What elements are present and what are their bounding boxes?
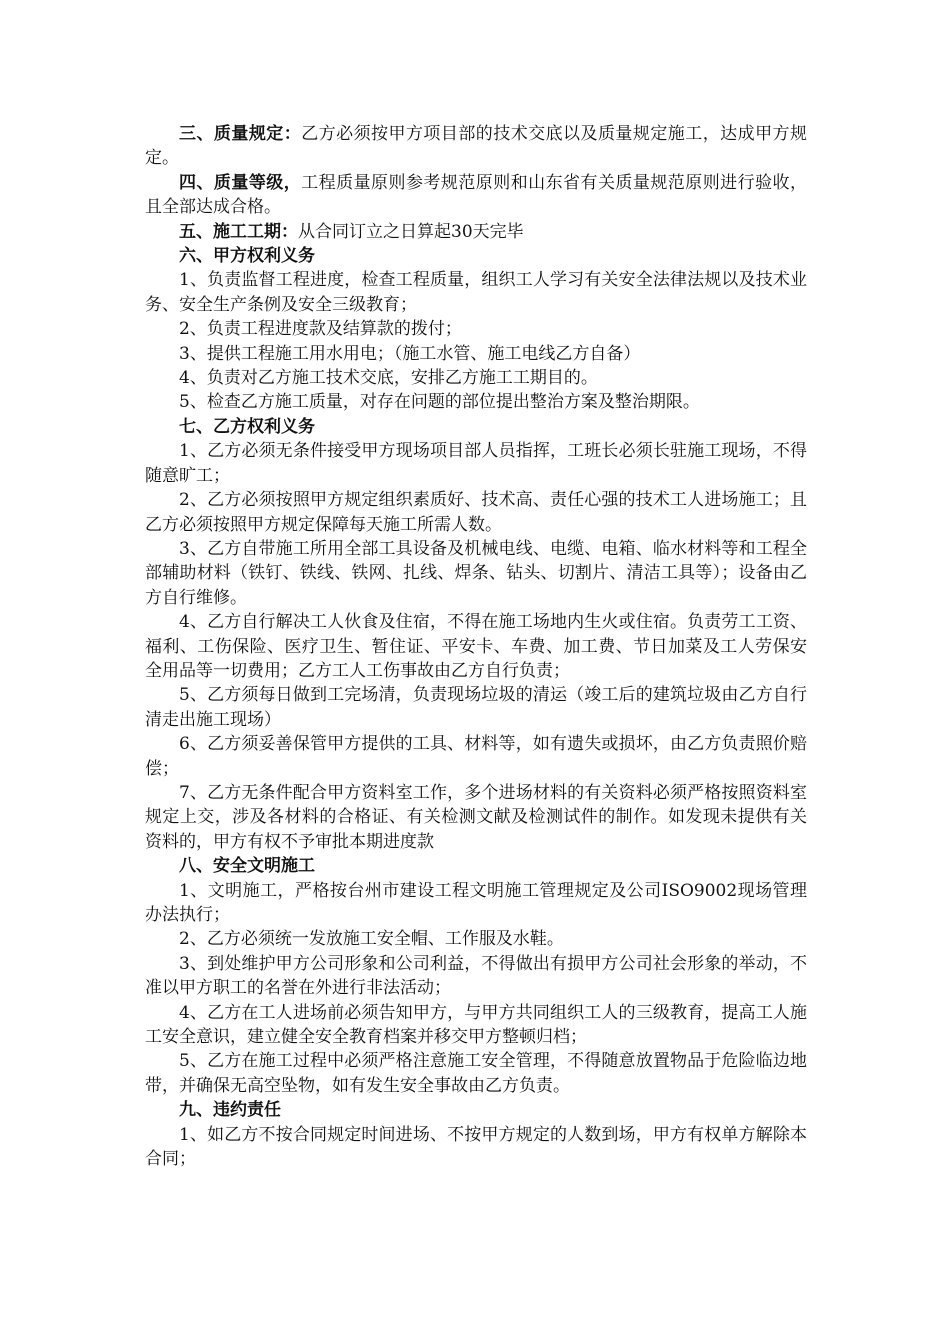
safety-item-2: 2、乙方必须统一发放施工安全帽、工作服及水鞋。	[179, 929, 564, 950]
party-a-duties-heading: 六、甲方权利义务	[179, 246, 315, 267]
party-a-duty-5: 5、检查乙方施工质量，对存在问题的部位提出整治方案及整治期限。	[179, 392, 700, 413]
quality-grade-paragraph	[145, 171, 807, 220]
party-b-duty-7: 7、乙方无条件配合甲方资料室工作，多个进场材料的有关资料必须严格按照资料室规定上交，涉及各材料的合格证、有关检测文献及检测试件的制作。如发现未提供有关资料的，甲方有权不予审批本期进度款	[145, 782, 807, 852]
quality-rule-paragraph	[145, 122, 807, 171]
contract-page	[145, 122, 807, 1171]
breach-item-1: 1、如乙方不按合同规定时间进场、不按甲方规定的人数到场，甲方有权单方解除本合同；	[145, 1124, 807, 1170]
party-a-duty-4: 4、负责对乙方施工技术交底，安排乙方施工工期目的。	[179, 368, 598, 389]
party-b-duty-3: 3、乙方自带施工所用全部工具设备及机械电线、电缆、电箱、临水材料等和工程全部辅助材料（铁钉、铁线、铁网、扎线、焊条、钻头、切割片、清洁工具等）；设备由乙方自行维修。	[145, 538, 807, 608]
party-b-duty-5: 5、乙方须每日做到工完场清，负责现场垃圾的清运（竣工后的建筑垃圾由乙方自行清走出施工现场）	[145, 685, 807, 730]
breach-heading: 九、违约责任	[179, 1100, 281, 1121]
safety-item-1: 1、文明施工，严格按台州市建设工程文明施工管理规定及公司ISO9002现场管理办法执行；	[145, 880, 807, 925]
party-b-duty-6: 6、乙方须妥善保管甲方提供的工具、材料等，如有遗失或损坏，由乙方负责照价赔偿；	[145, 734, 807, 779]
quality-rule-lead: 三、质量规定：	[179, 124, 302, 144]
party-b-duty-4: 4、乙方自行解决工人伙食及住宿，不得在施工场地内生火或住宿。负责劳工工资、福利、工伤保险、医疗卫生、暂住证、平安卡、车费、加工费、节日加菜及工人劳保安全用品等一切费用；乙方工人工伤事故由乙方自行负责；	[145, 612, 807, 681]
construction-period-lead: 五、施工工期：	[179, 221, 298, 242]
party-a-duty-1: 1、负责监督工程进度，检查工程质量，组织工人学习有关安全法律法规以及技术业务、安全生产条例及安全三级教育；	[145, 270, 807, 315]
quality-grade-lead: 四、质量等级，	[179, 172, 302, 193]
safety-heading: 八、安全文明施工	[179, 856, 315, 877]
safety-item-4: 4、乙方在工人进场前必须告知甲方，与甲方共同组织工人的三级教育，提高工人施工安全意识，建立健全安全教育档案并移交甲方整顿归档；	[145, 1002, 807, 1048]
construction-period-text: 从合同订立之日算起30天完毕	[298, 221, 524, 242]
quality-grade-text: 工程质量原则参考规范原则和山东省有关质量规范原则进行验收，且全部达成合格。	[145, 172, 808, 218]
quality-rule-text: 乙方必须按甲方项目部的技术交底以及质量规定施工，达成甲方规定。	[145, 124, 808, 169]
party-a-duty-3: 3、提供工程施工用水用电；（施工水管、施工电线乙方自备）	[179, 343, 641, 364]
party-a-duty-2: 2、负责工程进度款及结算款的拨付；	[179, 319, 462, 340]
safety-item-3: 3、到处维护甲方公司形象和公司利益，不得做出有损甲方公司社会形象的举动，不准以甲方职工的名誉在外进行非法活动；	[145, 953, 807, 999]
safety-item-5: 5、乙方在施工过程中必须严格注意施工安全管理，不得随意放置物品于危险临边地带，并确保无高空坠物，如有发生安全事故由乙方负责。	[145, 1051, 807, 1096]
party-b-duties-heading: 七、乙方权利义务	[179, 416, 315, 437]
party-b-duty-2: 2、乙方必须按照甲方规定组织素质好、技术高、责任心强的技术工人进场施工；且乙方必须按照甲方规定保障每天施工所需人数。	[145, 490, 807, 535]
party-b-duty-1: 1、乙方必须无条件接受甲方现场项目部人员指挥，工班长必须长驻施工现场，不得随意旷工；	[145, 441, 807, 486]
construction-period-paragraph	[145, 220, 807, 244]
